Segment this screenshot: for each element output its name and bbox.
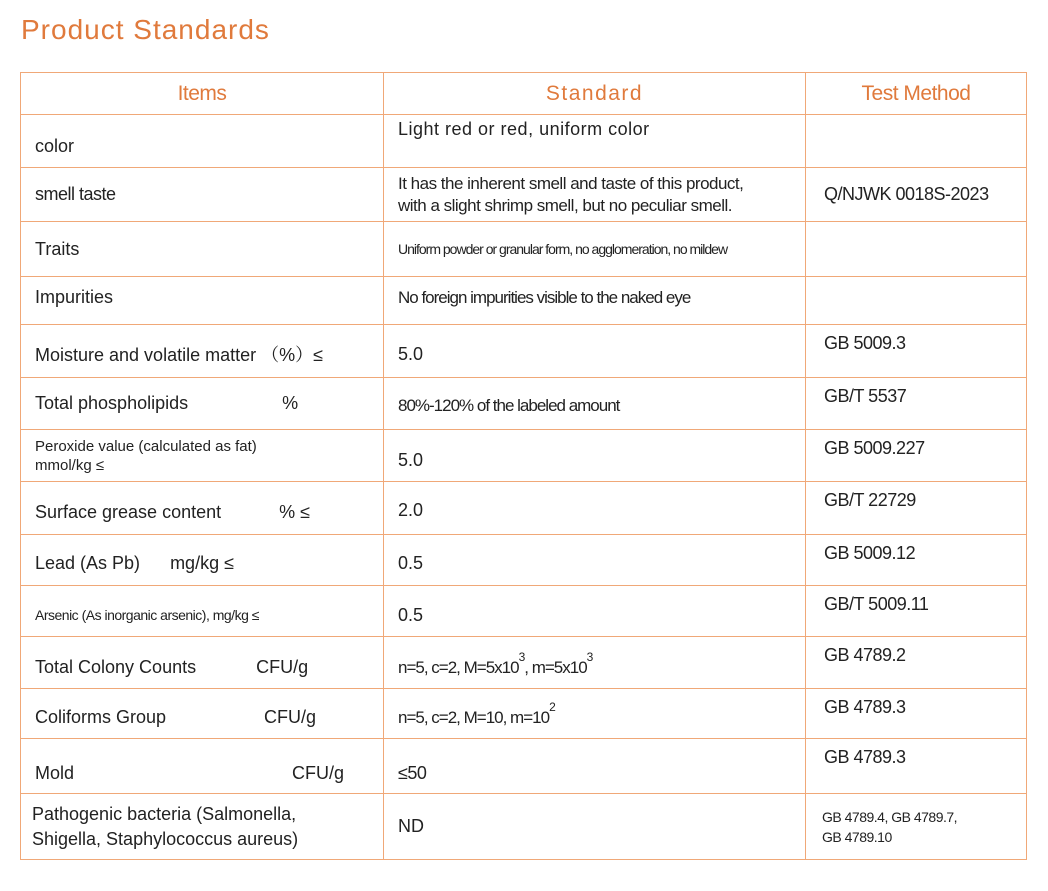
table-row [21, 689, 1027, 739]
table-row [21, 739, 1027, 794]
table-row [21, 277, 1027, 325]
method-cell: Q/NJWK 0018S-2023 [806, 168, 1027, 222]
standard-line: It has the inherent smell and taste of this product, [398, 173, 744, 193]
method-cell: GB/T 5537 [806, 378, 1027, 430]
standard-cell: 5.0 [384, 430, 806, 482]
exponent: 2 [549, 699, 555, 714]
item-name: Mold [35, 762, 75, 783]
item-cell [21, 378, 384, 430]
standard-cell: 0.5 [384, 535, 806, 586]
item-line: Shigella, Staphylococcus aureus) [32, 828, 299, 849]
item-cell: Moisture and volatile matter （%）≤ [21, 325, 384, 378]
exponent: 3 [518, 649, 525, 664]
table-row [21, 586, 1027, 637]
method-cell: GB 5009.12 [806, 535, 1027, 586]
item-unit: mg/kg ≤ [170, 552, 234, 573]
standard-cell: 80%-120% of the labeled amount [384, 378, 806, 430]
standard-text: n=5, c=2, M=10, m=10 [398, 707, 550, 727]
item-cell [21, 535, 384, 586]
table-row [21, 378, 1027, 430]
method-line: GB 4789.4, GB 4789.7, [822, 808, 958, 825]
item-cell [21, 482, 384, 535]
standard-text: n=5, c=2, M=5x10 [398, 657, 519, 677]
item-cell: Impurities [21, 277, 384, 325]
table-header-row [21, 73, 1027, 115]
item-name: Surface grease content [35, 501, 222, 522]
standard-cell: ≤50 [384, 739, 806, 794]
item-cell [21, 739, 384, 794]
table-row [21, 115, 1027, 168]
item-cell [21, 794, 384, 860]
method-line: GB 4789.10 [822, 828, 892, 845]
method-cell: GB/T 22729 [806, 482, 1027, 535]
item-cell: Traits [21, 222, 384, 277]
item-name: Coliforms Group [35, 707, 167, 727]
standard-cell [384, 637, 806, 689]
method-cell [806, 794, 1027, 860]
item-unit: CFU/g [264, 707, 317, 727]
item-cell [21, 689, 384, 739]
standard-cell: No foreign impurities visible to the naked eye [384, 277, 806, 325]
standard-cell: Light red or red, uniform color [384, 115, 806, 168]
table-row [21, 222, 1027, 277]
method-cell: GB 4789.3 [806, 689, 1027, 739]
standard-text: , m=5x10 [524, 657, 587, 677]
exponent: 3 [586, 649, 593, 664]
method-cell [806, 277, 1027, 325]
product-standards-table [20, 72, 1027, 860]
table-row [21, 535, 1027, 586]
table-row [21, 794, 1027, 860]
item-cell [21, 637, 384, 689]
standard-cell: ND [384, 794, 806, 860]
standard-cell: 5.0 [384, 325, 806, 378]
standard-cell: 0.5 [384, 586, 806, 637]
item-line: Pathogenic bacteria (Salmonella, [32, 803, 297, 824]
table-row [21, 482, 1027, 535]
method-cell: GB 5009.3 [806, 325, 1027, 378]
item-line: mmol/kg ≤ [35, 457, 105, 474]
method-cell: GB/T 5009.11 [806, 586, 1027, 637]
item-cell: smell taste [21, 168, 384, 222]
table-row [21, 430, 1027, 482]
item-unit: % [282, 393, 299, 413]
item-unit: CFU/g [292, 762, 345, 783]
standard-cell: 2.0 [384, 482, 806, 535]
item-line: Peroxide value (calculated as fat) [35, 438, 257, 455]
item-unit: CFU/g [256, 657, 309, 677]
method-cell [806, 222, 1027, 277]
table-row [21, 637, 1027, 689]
item-unit: % ≤ [279, 501, 311, 522]
method-cell [806, 115, 1027, 168]
standard-line: with a slight shrimp smell, but no peculiar smell. [398, 195, 733, 215]
header-items: Items [21, 73, 384, 115]
header-standard: Standard [384, 73, 806, 115]
item-name: Lead (As Pb) [35, 552, 141, 573]
item-cell: color [21, 115, 384, 168]
item-cell [21, 430, 384, 482]
table-row [21, 325, 1027, 378]
table-row [21, 168, 1027, 222]
item-cell: Arsenic (As inorganic arsenic), mg/kg ≤ [21, 586, 384, 637]
method-cell: GB 4789.2 [806, 637, 1027, 689]
standard-cell [384, 689, 806, 739]
item-name: Total phospholipids [35, 393, 189, 413]
page-title: Product Standards [21, 14, 270, 45]
header-test-method: Test Method [806, 73, 1027, 115]
method-cell: GB 4789.3 [806, 739, 1027, 794]
standard-cell: Uniform powder or granular form, no agglomeration, no mildew [384, 222, 806, 277]
item-name: Total Colony Counts [35, 657, 197, 677]
method-cell: GB 5009.227 [806, 430, 1027, 482]
standard-cell [384, 168, 806, 222]
